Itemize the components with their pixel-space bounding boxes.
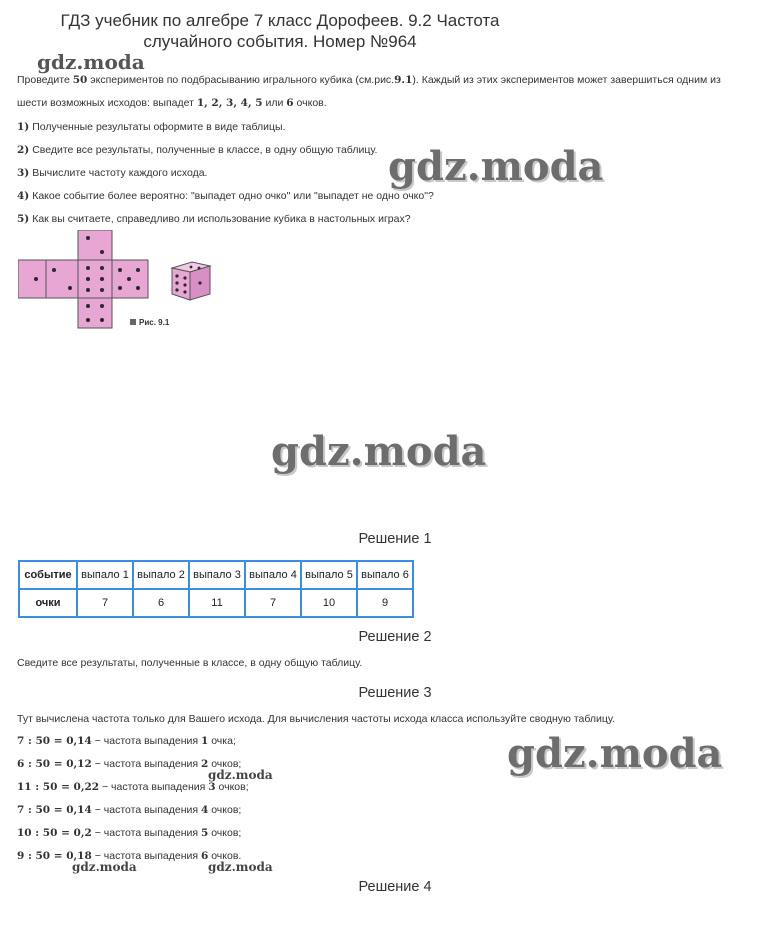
table-cell: 10 [301, 589, 357, 617]
solution-text: Тут вычислена частота только для Вашего исхода. Для вычисления частоты исхода класса используйте сводную таблицу. [17, 713, 616, 725]
solution-heading: Решение 2 [358, 629, 432, 645]
table-cell: выпало 2 [133, 561, 189, 589]
frequency-line: 6 : 50 = 0,12 − частота выпадения 2 очков; [17, 758, 242, 770]
task-item: 5) Как вы считаете, справедливо ли использование кубика в настольных играх? [17, 213, 411, 225]
task-item: 2) Сведите все результаты, полученные в классе, в одну общую таблицу. [17, 144, 378, 156]
table-cell: выпало 3 [189, 561, 245, 589]
table-cell: событие [19, 561, 77, 589]
page-title: ГДЗ учебник по алгебре 7 класс Дорофеев. 9.2 Частота случайного события. Номер №964 [60, 11, 500, 51]
cube-net-figure [18, 230, 218, 334]
task-item: 4) Какое событие более вероятно: "выпадет одно очко" или "выпадет не одно очко"? [17, 190, 434, 202]
frequency-line: 9 : 50 = 0,18 − частота выпадения 6 очков. [17, 850, 242, 862]
table-cell: 6 [133, 589, 189, 617]
table-cell: 9 [357, 589, 413, 617]
solution-text: Сведите все результаты, полученные в классе, в одну общую таблицу. [17, 657, 363, 669]
frequency-line: 10 : 50 = 0,2 − частота выпадения 5 очков; [17, 827, 242, 839]
watermark: gdz.moda [208, 860, 273, 874]
solution-heading: Решение 1 [358, 531, 432, 547]
results-table [18, 560, 414, 618]
solution-heading: Решение 4 [358, 879, 432, 895]
table-row [19, 561, 413, 589]
table-cell: выпало 6 [357, 561, 413, 589]
task-intro-line-2: шести возможных исходов: выпадет 1, 2, 3, 4, 5 или 6 очков. [17, 97, 327, 109]
figure-caption: Рис. 9.1 [139, 318, 170, 327]
watermark: gdz.moda [271, 428, 487, 475]
table-cell: 7 [245, 589, 301, 617]
table-cell: выпало 1 [77, 561, 133, 589]
watermark: gdz.moda [388, 143, 604, 190]
watermark: gdz.moda [37, 50, 145, 74]
watermark: gdz.moda [72, 860, 137, 874]
task-intro-line-1: Проведите 50 экспериментов по подбрасыванию игрального кубика (см.рис.9.1). Каждый из этих экспериментов может завершиться одним из [17, 74, 721, 86]
table-row [19, 589, 413, 617]
table-cell: 7 [77, 589, 133, 617]
table-cell: выпало 4 [245, 561, 301, 589]
watermark: gdz.moda [208, 768, 273, 782]
table-cell: 11 [189, 589, 245, 617]
frequency-line: 7 : 50 = 0,14 − частота выпадения 1 очка; [17, 735, 236, 747]
frequency-line: 7 : 50 = 0,14 − частота выпадения 4 очков; [17, 804, 242, 816]
table-cell: очки [19, 589, 77, 617]
table-cell: выпало 5 [301, 561, 357, 589]
frequency-line: 11 : 50 = 0,22 − частота выпадения 3 очков; [17, 781, 249, 793]
task-item: 3) Вычислите частоту каждого исхода. [17, 167, 208, 179]
watermark: gdz.moda [507, 730, 723, 777]
solution-heading: Решение 3 [358, 685, 432, 701]
task-item: 1) Полученные результаты оформите в виде таблицы. [17, 121, 286, 133]
